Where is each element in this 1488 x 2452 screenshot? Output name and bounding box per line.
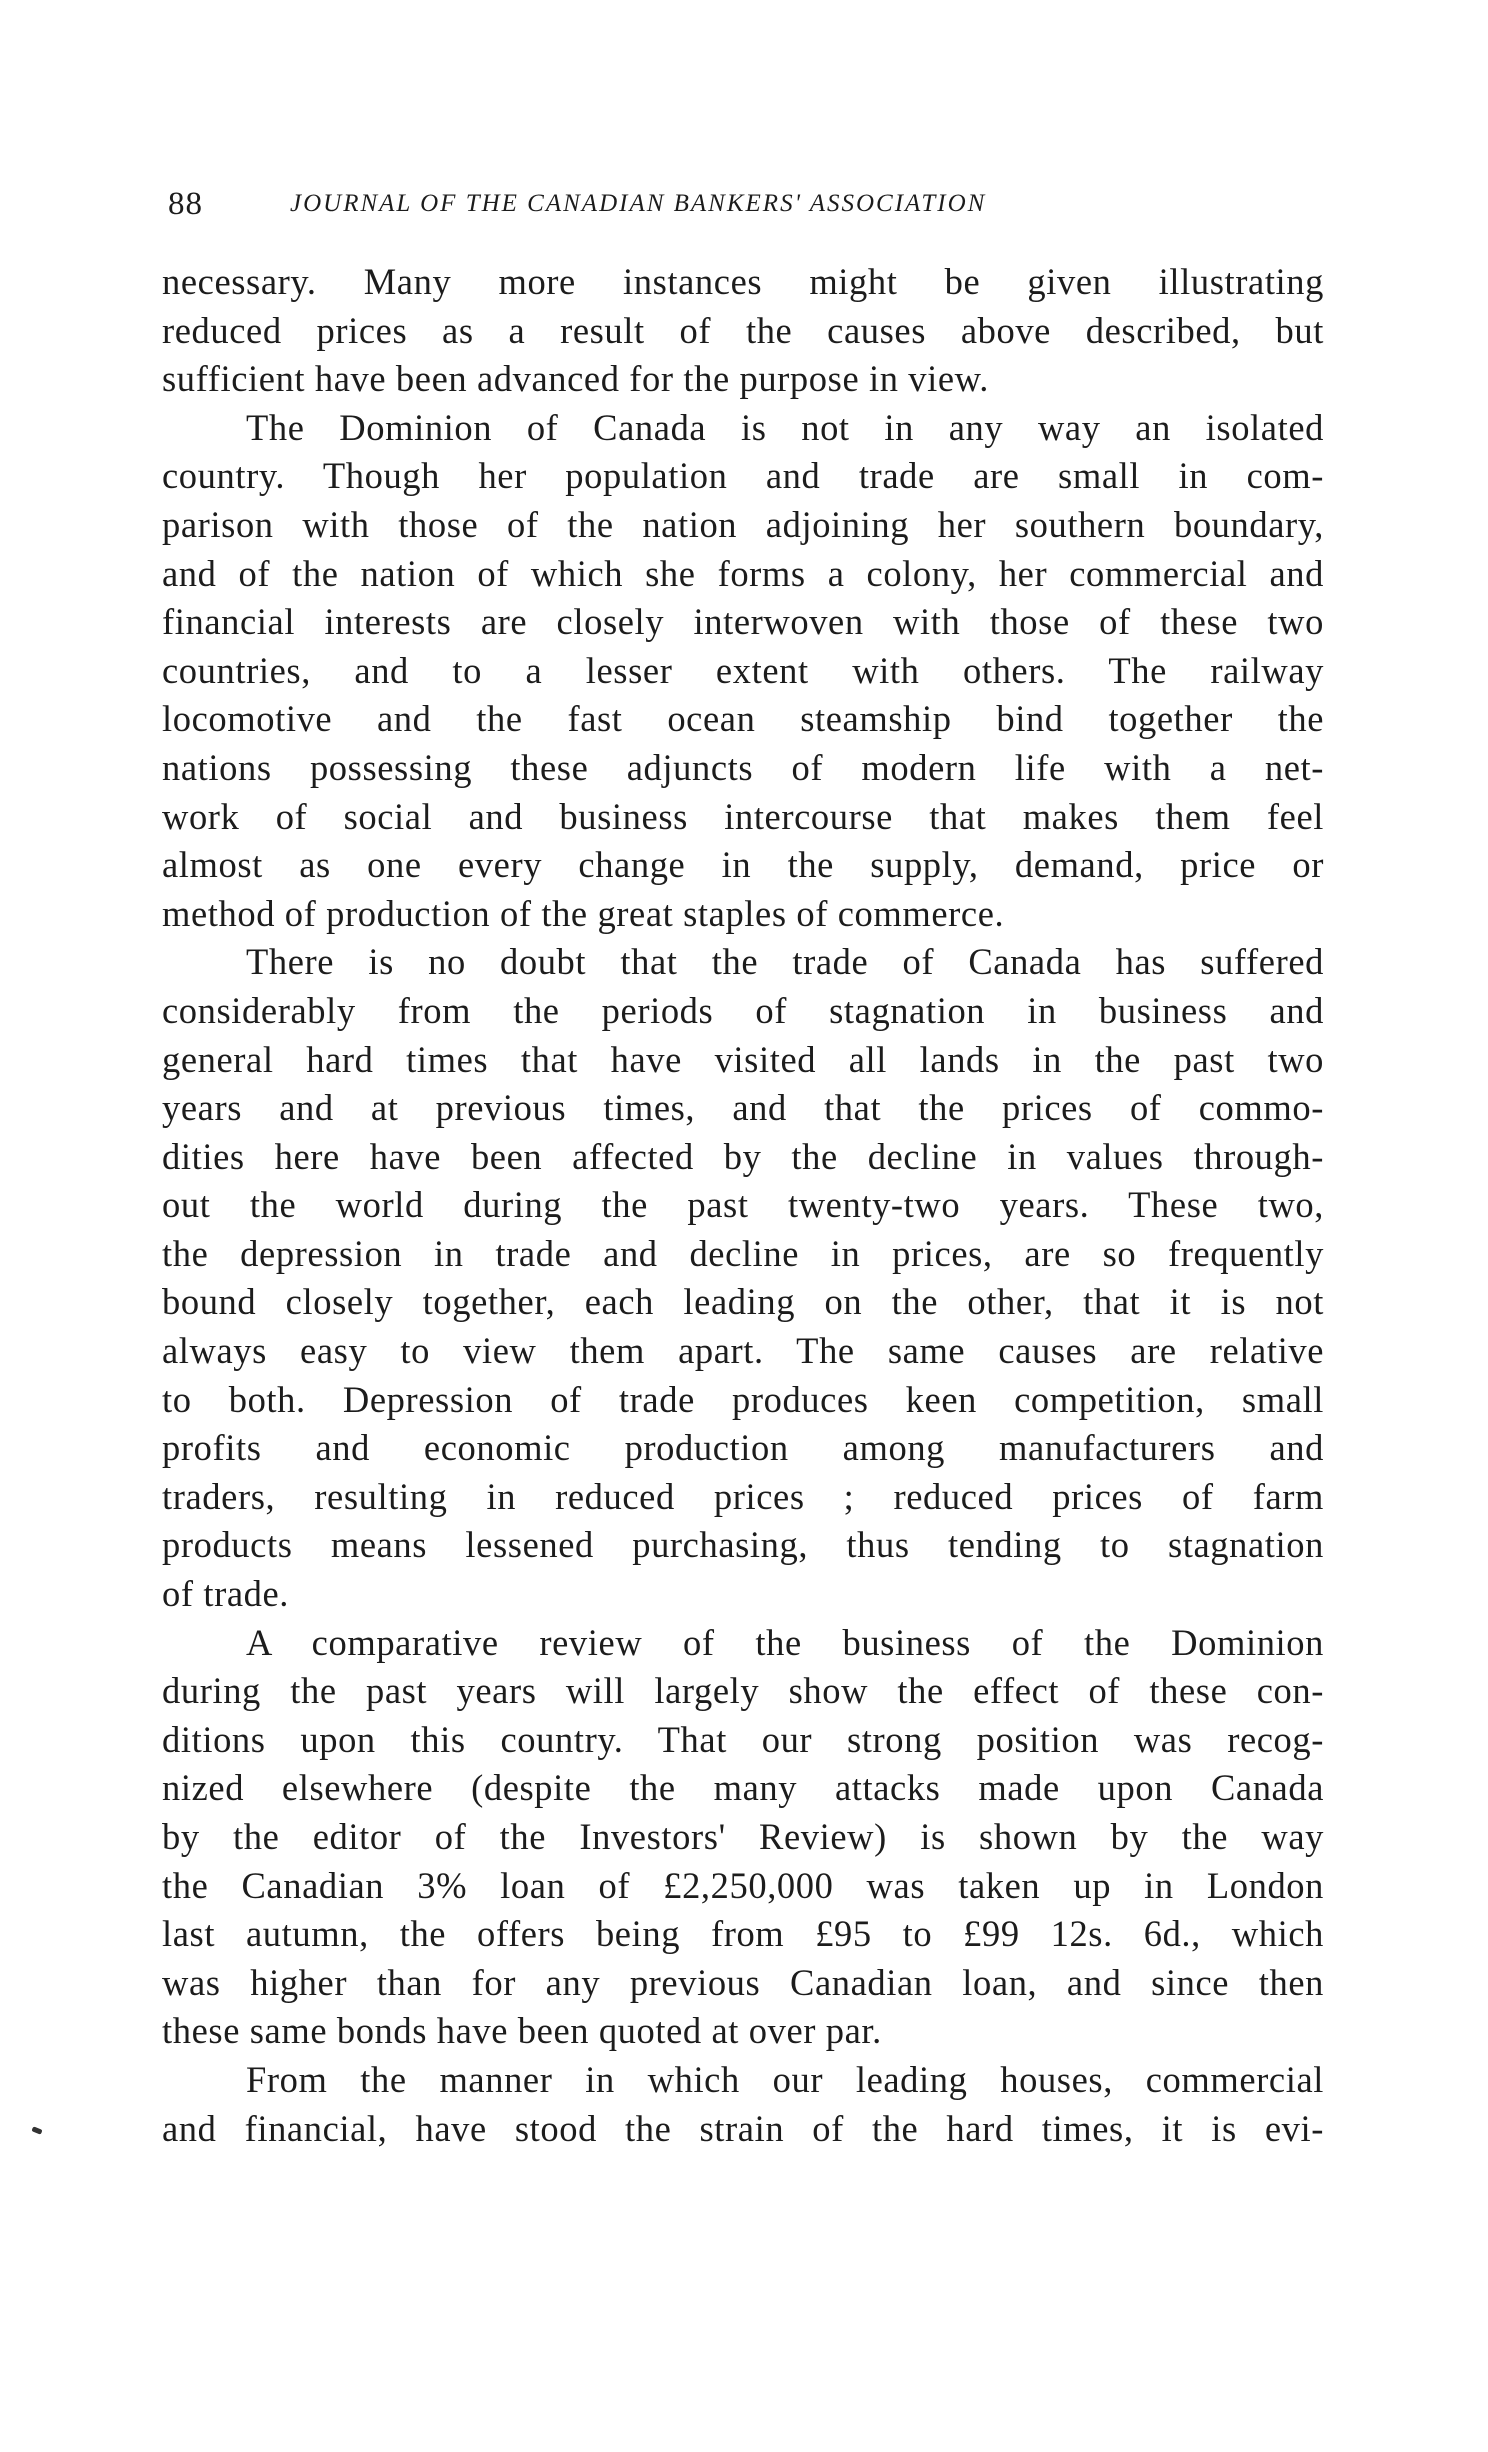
text-line: sufficient have been advanced for the purpose in view. (162, 358, 989, 400)
text-line: products means lessened purchasing, thus tending to stagnation (162, 1524, 1324, 1566)
text-line: method of production of the great staples of commerce. (162, 892, 1005, 934)
text-line: locomotive and the fast ocean steamship bind together the (162, 698, 1324, 740)
text-line: The Dominion of Canada is not in any way an isolated (246, 406, 1324, 448)
text-line: bound closely together, each leading on the other, that it is not (162, 1281, 1324, 1323)
text-line: profits and economic production among manufacturers and (162, 1427, 1324, 1469)
text-line: general hard times that have visited all lands in the past two (162, 1038, 1324, 1080)
text-line: countries, and to a lesser extent with others. The railway (162, 649, 1324, 691)
text-line: nized elsewhere (despite the many attacks made upon Canada (162, 1767, 1324, 1809)
paragraph (162, 1619, 1324, 2056)
text-line: these same bonds have been quoted at over par. (162, 2010, 882, 2052)
text-line: work of social and business intercourse that makes them feel (162, 795, 1324, 837)
text-line: necessary. Many more instances might be given illustrating (162, 261, 1324, 302)
text-line: nations possessing these adjuncts of modern life with a net- (162, 746, 1324, 788)
text-line: considerably from the periods of stagnation in business and (162, 989, 1324, 1031)
text-line: financial interests are closely interwoven with those of these two (162, 601, 1324, 643)
text-line: by the editor of the Investors' Review) is shown by the way (162, 1816, 1324, 1857)
text-line: and of the nation of which she forms a colony, her commercial and (162, 552, 1324, 594)
text-line: of trade. (162, 1573, 290, 1615)
text-line: was higher than for any previous Canadian loan, and since then (162, 1961, 1324, 2003)
paragraph (162, 404, 1324, 939)
text-line: the depression in trade and decline in prices, are so frequently (162, 1232, 1324, 1274)
paragraph (162, 938, 1324, 1618)
paragraph (162, 2056, 1324, 2153)
text-line: dities here have been affected by the decline in values through- (162, 1135, 1324, 1177)
text-line: parison with those of the nation adjoining her southern boundary, (162, 503, 1324, 545)
text-line: during the past years will largely show the effect of these con- (162, 1670, 1324, 1712)
text-line: From the manner in which our leading houses, commercial (246, 2058, 1324, 2100)
text-line: to both. Depression of trade produces keen competition, small (162, 1378, 1324, 1420)
text-line: the Canadian 3% loan of £2,250,000 was taken up in London (162, 1864, 1324, 1906)
text-line: There is no doubt that the trade of Canada has suffered (246, 941, 1324, 983)
text-line: A comparative review of the business of the Dominion (246, 1621, 1324, 1663)
running-head (168, 186, 1328, 230)
text-line: out the world during the past twenty-two years. These two, (162, 1184, 1324, 1226)
paragraph (162, 258, 1324, 404)
text-line: country. Though her population and trade are small in com- (162, 455, 1324, 497)
page-number: 88 (168, 186, 203, 222)
text-line: reduced prices as a result of the causes above described, but (162, 309, 1324, 351)
margin-ink-mark (31, 2126, 42, 2134)
body-text (162, 258, 1324, 2153)
text-line: and financial, have stood the strain of the hard times, it is evi- (162, 2107, 1324, 2149)
text-line: ditions upon this country. That our strong position was recog- (162, 1718, 1324, 1760)
text-line: almost as one every change in the supply, demand, price or (162, 844, 1324, 886)
journal-title: JOURNAL OF THE CANADIAN BANKERS' ASSOCIATION (290, 190, 987, 217)
text-line: years and at previous times, and that the prices of commo- (162, 1087, 1324, 1129)
text-line: last autumn, the offers being from £95 to £99 12s. 6d., which (162, 1913, 1324, 1955)
text-line: always easy to view them apart. The same causes are relative (162, 1330, 1324, 1372)
text-line: traders, resulting in reduced prices ; reduced prices of farm (162, 1475, 1324, 1517)
